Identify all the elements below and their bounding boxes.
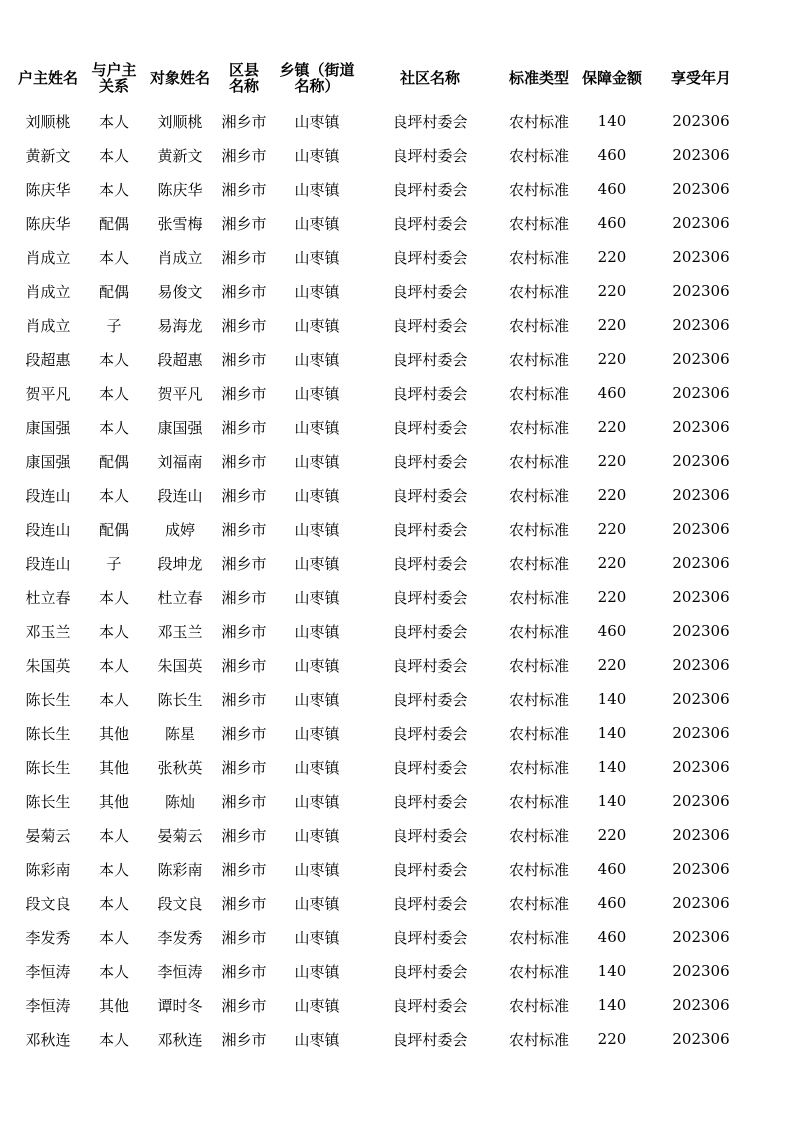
recipient-name-cell: 刘顺桃: [157, 112, 203, 131]
amount-cell: 220: [597, 656, 627, 674]
recipient-name-cell: 易海龙: [157, 316, 203, 335]
community-cell: 良坪村委会: [392, 622, 468, 641]
recipient-name-cell: 黄新文: [157, 146, 203, 165]
community-cell: 良坪村委会: [392, 690, 468, 709]
period-cell: 202306: [672, 724, 730, 742]
township-cell: 山枣镇: [294, 452, 340, 471]
relationship-cell: 配偶: [98, 282, 129, 301]
county-cell: 湘乡市: [221, 928, 267, 947]
table-body: [14, 104, 756, 1056]
table-row: [14, 920, 756, 954]
standard-type-cell: 农村标准: [508, 384, 569, 403]
standard-type-cell: 农村标准: [508, 962, 569, 981]
period-cell: 202306: [672, 1030, 730, 1048]
standard-type-cell: 农村标准: [508, 894, 569, 913]
community-cell: 良坪村委会: [392, 758, 468, 777]
standard-type-cell: 农村标准: [508, 282, 569, 301]
table-row: [14, 342, 756, 376]
recipient-name-cell: 晏菊云: [157, 826, 203, 845]
standard-type-cell: 农村标准: [508, 758, 569, 777]
relationship-cell: 本人: [98, 690, 129, 709]
recipient-name-cell: 李恒涛: [157, 962, 203, 981]
county-cell: 湘乡市: [221, 486, 267, 505]
community-cell: 良坪村委会: [392, 316, 468, 335]
period-cell: 202306: [672, 486, 730, 504]
recipient-name-cell: 段连山: [157, 486, 203, 505]
township-cell: 山枣镇: [294, 248, 340, 267]
relationship-cell: 本人: [98, 928, 129, 947]
relationship-cell: 本人: [98, 248, 129, 267]
standard-type-cell: 农村标准: [508, 452, 569, 471]
head-of-household-cell: 段连山: [25, 486, 71, 505]
recipient-name-cell: 李发秀: [157, 928, 203, 947]
community-cell: 良坪村委会: [392, 894, 468, 913]
township-cell: 山枣镇: [294, 554, 340, 573]
head-of-household-cell: 贺平凡: [25, 384, 71, 403]
county-cell: 湘乡市: [221, 656, 267, 675]
relationship-cell: 本人: [98, 146, 129, 165]
relationship-cell: 本人: [98, 350, 129, 369]
amount-cell: 220: [597, 350, 627, 368]
head-of-household-header: 户主姓名: [17, 69, 78, 87]
relationship-cell: 本人: [98, 112, 129, 131]
period-cell: 202306: [672, 656, 730, 674]
table-row: [14, 512, 756, 546]
standard-type-cell: 农村标准: [508, 860, 569, 879]
amount-cell: 460: [597, 622, 627, 640]
standard-type-cell: 农村标准: [508, 316, 569, 335]
community-cell: 良坪村委会: [392, 554, 468, 573]
county-cell: 湘乡市: [221, 996, 267, 1015]
table-row: [14, 784, 756, 818]
amount-cell: 220: [597, 316, 627, 334]
amount-cell: 460: [597, 928, 627, 946]
table-row: [14, 750, 756, 784]
community-cell: 良坪村委会: [392, 928, 468, 947]
township-cell: 山枣镇: [294, 350, 340, 369]
community-cell: 良坪村委会: [392, 962, 468, 981]
recipient-name-cell: 邓秋连: [157, 1030, 203, 1049]
relationship-cell: 本人: [98, 826, 129, 845]
township-cell: 山枣镇: [294, 1030, 340, 1049]
standard-type-cell: 农村标准: [508, 588, 569, 607]
amount-cell: 140: [597, 996, 627, 1014]
county-cell: 湘乡市: [221, 724, 267, 743]
amount-cell: 140: [597, 724, 627, 742]
recipient-name-cell: 肖成立: [157, 248, 203, 267]
table-row: [14, 716, 756, 750]
standard-type-cell: 农村标准: [508, 520, 569, 539]
community-cell: 良坪村委会: [392, 112, 468, 131]
amount-cell: 220: [597, 1030, 627, 1048]
county-cell: 湘乡市: [221, 894, 267, 913]
head-of-household-cell: 陈长生: [25, 690, 71, 709]
relationship-cell: 本人: [98, 894, 129, 913]
period-cell: 202306: [672, 180, 730, 198]
county-cell: 湘乡市: [221, 214, 267, 233]
standard-type-cell: 农村标准: [508, 928, 569, 947]
county-cell: 湘乡市: [221, 452, 267, 471]
head-of-household-cell: 肖成立: [25, 282, 71, 301]
amount-cell: 460: [597, 180, 627, 198]
relationship-cell: 其他: [98, 724, 129, 743]
table-row: [14, 818, 756, 852]
recipient-name-cell: 易俊文: [157, 282, 203, 301]
county-cell: 湘乡市: [221, 962, 267, 981]
county-cell: 湘乡市: [221, 282, 267, 301]
head-of-household-cell: 刘顺桃: [25, 112, 71, 131]
head-of-household-cell: 陈长生: [25, 792, 71, 811]
table-row: [14, 954, 756, 988]
county-cell: 湘乡市: [221, 180, 267, 199]
amount-cell: 460: [597, 146, 627, 164]
standard-type-cell: 农村标准: [508, 214, 569, 233]
table-row: [14, 376, 756, 410]
head-of-household-cell: 陈长生: [25, 758, 71, 777]
period-cell: 202306: [672, 248, 730, 266]
period-cell: 202306: [672, 282, 730, 300]
recipient-name-cell: 陈庆华: [157, 180, 203, 199]
amount-cell: 220: [597, 248, 627, 266]
standard-type-cell: 农村标准: [508, 350, 569, 369]
period-header: 享受年月: [670, 69, 731, 87]
community-cell: 良坪村委会: [392, 826, 468, 845]
standard-type-cell: 农村标准: [508, 180, 569, 199]
relationship-cell: 本人: [98, 962, 129, 981]
county-cell: 湘乡市: [221, 622, 267, 641]
relationship-cell: 其他: [98, 792, 129, 811]
amount-header: 保障金额: [581, 69, 642, 87]
township-cell: 山枣镇: [294, 894, 340, 913]
recipient-name-cell: 成婷: [164, 520, 195, 539]
head-of-household-cell: 陈庆华: [25, 214, 71, 233]
township-cell: 山枣镇: [294, 180, 340, 199]
township-cell: 山枣镇: [294, 724, 340, 743]
standard-type-cell: 农村标准: [508, 112, 569, 131]
township-cell: 山枣镇: [294, 316, 340, 335]
amount-cell: 140: [597, 962, 627, 980]
county-cell: 湘乡市: [221, 520, 267, 539]
county-cell: 湘乡市: [221, 316, 267, 335]
table-row: [14, 274, 756, 308]
period-cell: 202306: [672, 350, 730, 368]
county-cell: 湘乡市: [221, 554, 267, 573]
head-of-household-cell: 李恒涛: [25, 962, 71, 981]
amount-cell: 140: [597, 758, 627, 776]
county-cell: 湘乡市: [221, 792, 267, 811]
township-cell: 山枣镇: [294, 860, 340, 879]
community-cell: 良坪村委会: [392, 520, 468, 539]
community-cell: 良坪村委会: [392, 146, 468, 165]
head-of-household-cell: 段连山: [25, 554, 71, 573]
standard-type-cell: 农村标准: [508, 622, 569, 641]
period-cell: 202306: [672, 860, 730, 878]
township-cell: 山枣镇: [294, 656, 340, 675]
township-cell: 山枣镇: [294, 282, 340, 301]
period-cell: 202306: [672, 316, 730, 334]
recipient-name-header: 对象姓名: [149, 69, 210, 87]
recipient-name-cell: 张雪梅: [157, 214, 203, 233]
table-row: [14, 104, 756, 138]
amount-cell: 140: [597, 112, 627, 130]
period-cell: 202306: [672, 214, 730, 232]
standard-type-cell: 农村标准: [508, 486, 569, 505]
recipient-name-cell: 段坤龙: [157, 554, 203, 573]
community-cell: 良坪村委会: [392, 1030, 468, 1049]
township-cell: 山枣镇: [294, 962, 340, 981]
relationship-cell: 本人: [98, 486, 129, 505]
standard-type-cell: 农村标准: [508, 418, 569, 437]
period-cell: 202306: [672, 690, 730, 708]
standard-type-cell: 农村标准: [508, 1030, 569, 1049]
head-of-household-cell: 黄新文: [25, 146, 71, 165]
community-cell: 良坪村委会: [392, 656, 468, 675]
subsidy-table: [14, 58, 756, 1056]
community-cell: 良坪村委会: [392, 248, 468, 267]
period-cell: 202306: [672, 894, 730, 912]
header-row: [14, 58, 756, 98]
standard-type-cell: 农村标准: [508, 554, 569, 573]
amount-cell: 460: [597, 894, 627, 912]
relationship-cell: 本人: [98, 1030, 129, 1049]
community-cell: 良坪村委会: [392, 486, 468, 505]
period-cell: 202306: [672, 112, 730, 130]
head-of-household-cell: 杜立春: [25, 588, 71, 607]
amount-cell: 460: [597, 860, 627, 878]
amount-cell: 460: [597, 214, 627, 232]
county-cell: 湘乡市: [221, 1030, 267, 1049]
county-cell: 湘乡市: [221, 248, 267, 267]
community-cell: 良坪村委会: [392, 214, 468, 233]
county-cell: 湘乡市: [221, 350, 267, 369]
table-row: [14, 988, 756, 1022]
amount-cell: 220: [597, 452, 627, 470]
relationship-cell: 本人: [98, 656, 129, 675]
community-cell: 良坪村委会: [392, 452, 468, 471]
community-cell: 良坪村委会: [392, 792, 468, 811]
county-header: 区县 名称: [228, 61, 259, 95]
community-cell: 良坪村委会: [392, 350, 468, 369]
standard-type-cell: 农村标准: [508, 146, 569, 165]
period-cell: 202306: [672, 962, 730, 980]
period-cell: 202306: [672, 996, 730, 1014]
table-row: [14, 546, 756, 580]
head-of-household-cell: 肖成立: [25, 248, 71, 267]
standard-type-cell: 农村标准: [508, 248, 569, 267]
recipient-name-cell: 邓玉兰: [157, 622, 203, 641]
period-cell: 202306: [672, 622, 730, 640]
township-header: 乡镇（街道 名称）: [279, 61, 355, 95]
head-of-household-cell: 李发秀: [25, 928, 71, 947]
head-of-household-cell: 段超惠: [25, 350, 71, 369]
period-cell: 202306: [672, 520, 730, 538]
table-row: [14, 648, 756, 682]
amount-cell: 220: [597, 282, 627, 300]
period-cell: 202306: [672, 928, 730, 946]
recipient-name-cell: 谭时冬: [157, 996, 203, 1015]
table-row: [14, 240, 756, 274]
county-cell: 湘乡市: [221, 588, 267, 607]
county-cell: 湘乡市: [221, 112, 267, 131]
township-cell: 山枣镇: [294, 146, 340, 165]
township-cell: 山枣镇: [294, 112, 340, 131]
table-row: [14, 1022, 756, 1056]
township-cell: 山枣镇: [294, 690, 340, 709]
amount-cell: 220: [597, 418, 627, 436]
table-row: [14, 682, 756, 716]
community-cell: 良坪村委会: [392, 384, 468, 403]
township-cell: 山枣镇: [294, 214, 340, 233]
table-row: [14, 206, 756, 240]
table-header: [14, 58, 756, 104]
standard-type-cell: 农村标准: [508, 690, 569, 709]
township-cell: 山枣镇: [294, 588, 340, 607]
recipient-name-cell: 陈灿: [164, 792, 195, 811]
head-of-household-cell: 陈彩南: [25, 860, 71, 879]
relationship-cell: 子: [106, 554, 122, 573]
table-row: [14, 444, 756, 478]
recipient-name-cell: 陈长生: [157, 690, 203, 709]
county-cell: 湘乡市: [221, 860, 267, 879]
recipient-name-cell: 刘福南: [157, 452, 203, 471]
table-row: [14, 478, 756, 512]
head-of-household-cell: 邓秋连: [25, 1030, 71, 1049]
community-cell: 良坪村委会: [392, 418, 468, 437]
community-cell: 良坪村委会: [392, 588, 468, 607]
relationship-cell: 本人: [98, 418, 129, 437]
relationship-cell: 本人: [98, 622, 129, 641]
standard-type-cell: 农村标准: [508, 656, 569, 675]
table-row: [14, 410, 756, 444]
table-row: [14, 138, 756, 172]
table-row: [14, 614, 756, 648]
recipient-name-cell: 康国强: [157, 418, 203, 437]
county-cell: 湘乡市: [221, 146, 267, 165]
period-cell: 202306: [672, 554, 730, 572]
township-cell: 山枣镇: [294, 996, 340, 1015]
recipient-name-cell: 张秋英: [157, 758, 203, 777]
standard-type-cell: 农村标准: [508, 792, 569, 811]
relationship-cell: 本人: [98, 588, 129, 607]
recipient-name-cell: 贺平凡: [157, 384, 203, 403]
period-cell: 202306: [672, 826, 730, 844]
community-cell: 良坪村委会: [392, 860, 468, 879]
township-cell: 山枣镇: [294, 384, 340, 403]
township-cell: 山枣镇: [294, 520, 340, 539]
recipient-name-cell: 陈彩南: [157, 860, 203, 879]
standard-type-cell: 农村标准: [508, 996, 569, 1015]
recipient-name-cell: 朱国英: [157, 656, 203, 675]
relationship-cell: 配偶: [98, 214, 129, 233]
head-of-household-cell: 晏菊云: [25, 826, 71, 845]
head-of-household-cell: 朱国英: [25, 656, 71, 675]
relationship-cell: 本人: [98, 180, 129, 199]
recipient-name-cell: 陈星: [164, 724, 195, 743]
table-row: [14, 852, 756, 886]
head-of-household-cell: 段连山: [25, 520, 71, 539]
period-cell: 202306: [672, 588, 730, 606]
head-of-household-cell: 肖成立: [25, 316, 71, 335]
table-row: [14, 886, 756, 920]
community-cell: 良坪村委会: [392, 996, 468, 1015]
township-cell: 山枣镇: [294, 826, 340, 845]
township-cell: 山枣镇: [294, 928, 340, 947]
period-cell: 202306: [672, 792, 730, 810]
period-cell: 202306: [672, 418, 730, 436]
community-header: 社区名称: [399, 69, 460, 87]
community-cell: 良坪村委会: [392, 180, 468, 199]
relationship-cell: 配偶: [98, 520, 129, 539]
head-of-household-cell: 李恒涛: [25, 996, 71, 1015]
period-cell: 202306: [672, 758, 730, 776]
relationship-cell: 子: [106, 316, 122, 335]
amount-cell: 460: [597, 384, 627, 402]
standard-type-cell: 农村标准: [508, 826, 569, 845]
table-row: [14, 580, 756, 614]
amount-cell: 220: [597, 826, 627, 844]
table-row: [14, 172, 756, 206]
recipient-name-cell: 段文良: [157, 894, 203, 913]
county-cell: 湘乡市: [221, 418, 267, 437]
head-of-household-cell: 邓玉兰: [25, 622, 71, 641]
relationship-cell: 其他: [98, 758, 129, 777]
head-of-household-cell: 康国强: [25, 418, 71, 437]
community-cell: 良坪村委会: [392, 282, 468, 301]
recipient-name-cell: 杜立春: [157, 588, 203, 607]
head-of-household-cell: 康国强: [25, 452, 71, 471]
period-cell: 202306: [672, 452, 730, 470]
table-row: [14, 308, 756, 342]
amount-cell: 140: [597, 792, 627, 810]
period-cell: 202306: [672, 384, 730, 402]
head-of-household-cell: 陈长生: [25, 724, 71, 743]
relationship-cell: 本人: [98, 860, 129, 879]
township-cell: 山枣镇: [294, 758, 340, 777]
county-cell: 湘乡市: [221, 384, 267, 403]
standard-type-cell: 农村标准: [508, 724, 569, 743]
head-of-household-cell: 陈庆华: [25, 180, 71, 199]
period-cell: 202306: [672, 146, 730, 164]
community-cell: 良坪村委会: [392, 724, 468, 743]
relationship-cell: 本人: [98, 384, 129, 403]
township-cell: 山枣镇: [294, 622, 340, 641]
county-cell: 湘乡市: [221, 826, 267, 845]
standard-type-header: 标准类型: [508, 69, 569, 87]
amount-cell: 140: [597, 690, 627, 708]
relationship-header: 与户主 关系: [91, 61, 137, 95]
county-cell: 湘乡市: [221, 690, 267, 709]
amount-cell: 220: [597, 554, 627, 572]
township-cell: 山枣镇: [294, 486, 340, 505]
township-cell: 山枣镇: [294, 792, 340, 811]
amount-cell: 220: [597, 486, 627, 504]
amount-cell: 220: [597, 588, 627, 606]
recipient-name-cell: 段超惠: [157, 350, 203, 369]
township-cell: 山枣镇: [294, 418, 340, 437]
relationship-cell: 其他: [98, 996, 129, 1015]
amount-cell: 220: [597, 520, 627, 538]
county-cell: 湘乡市: [221, 758, 267, 777]
head-of-household-cell: 段文良: [25, 894, 71, 913]
relationship-cell: 配偶: [98, 452, 129, 471]
